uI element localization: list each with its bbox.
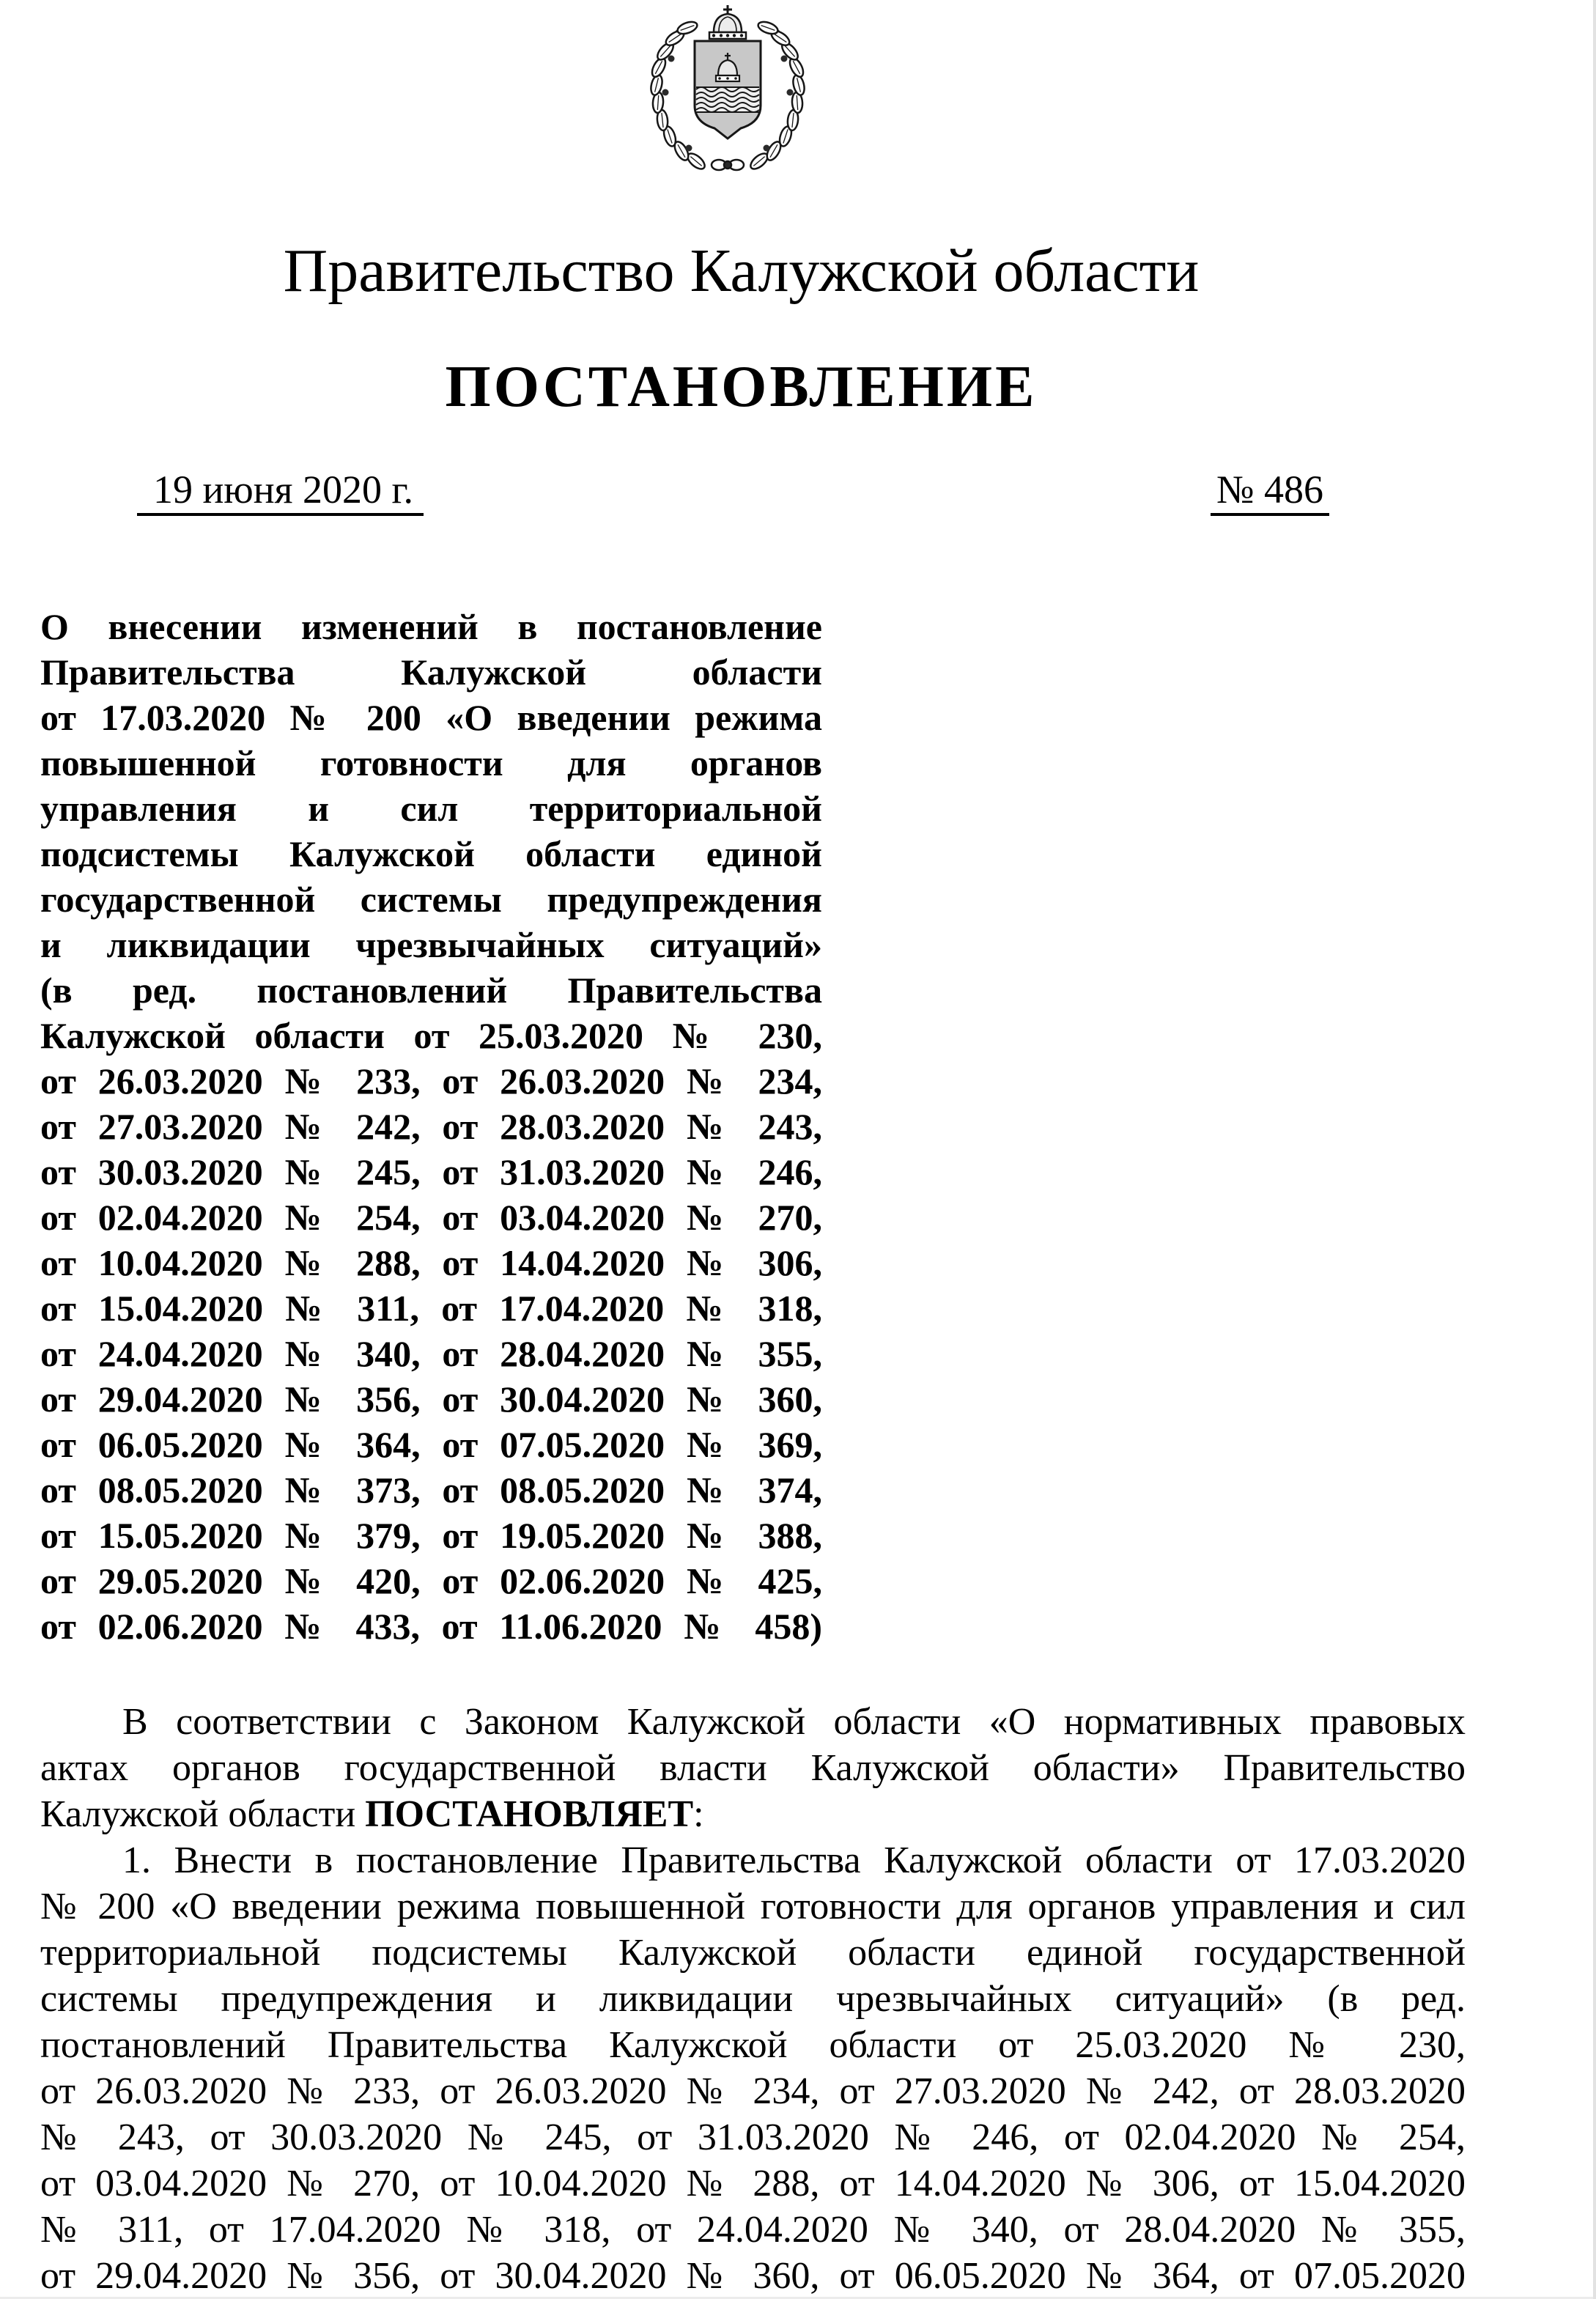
subject-line: от 08.05.2020 № 373, от 08.05.2020 № 374,	[40, 1469, 822, 1510]
body-line: от 26.03.2020 № 233, от 26.03.2020 № 234, от 27.03.2020 № 242, от 28.03.2020	[40, 2070, 1466, 2112]
subject-line: Калужской области от 25.03.2020 № 230,	[40, 1015, 822, 1056]
document-number: № 486	[1211, 468, 1329, 516]
body-line: В соответствии с Законом Калужской области «О нормативных правовых	[122, 1701, 1466, 1743]
subject-block	[40, 604, 822, 1649]
body-line: актах органов государственной власти Калужской области» Правительство	[40, 1747, 1466, 1789]
kaluga-coat-of-arms-icon	[643, 4, 812, 174]
body-line: № 243, от 30.03.2020 № 245, от 31.03.2020 № 246, от 02.04.2020 № 254,	[40, 2117, 1466, 2158]
body-line: постановлений Правительства Калужской области от 25.03.2020 № 230,	[40, 2024, 1466, 2066]
body-line: территориальной подсистемы Калужской области единой государственной	[40, 1932, 1466, 1974]
imperial-crown	[709, 5, 746, 39]
subject-line: управления и сил территориальной	[40, 788, 822, 829]
body-line-text: Калужской области	[40, 1793, 366, 1835]
subject-line: от 30.03.2020 № 245, от 31.03.2020 № 246,	[40, 1151, 822, 1192]
subject-line: от 27.03.2020 № 242, от 28.03.2020 № 243,	[40, 1106, 822, 1147]
body-text	[40, 1699, 1466, 2299]
body-line: от 29.04.2020 № 356, от 30.04.2020 № 360, от 06.05.2020 № 364, от 07.05.2020	[40, 2255, 1466, 2297]
subject-line: от 06.05.2020 № 364, от 07.05.2020 № 369,	[40, 1424, 822, 1465]
document-type-heading: ПОСТАНОВЛЕНИЕ	[445, 355, 1038, 419]
subject-line: подсистемы Калужской области единой	[40, 833, 822, 874]
subject-line: государственной системы предупреждения	[40, 879, 822, 920]
subject-line: О внесении изменений в постановление	[40, 606, 822, 647]
subject-line: от 29.04.2020 № 356, от 30.04.2020 № 360,	[40, 1379, 822, 1420]
body-line	[40, 1791, 1466, 1837]
subject-line: от 15.04.2020 № 311, от 17.04.2020 № 318,	[40, 1288, 822, 1329]
body-line: от 03.04.2020 № 270, от 10.04.2020 № 288, от 14.04.2020 № 306, от 15.04.2020	[40, 2163, 1466, 2204]
body-line-text: :	[693, 1793, 704, 1835]
body-line: системы предупреждения и ликвидации чрезвычайных ситуаций» (в ред.	[40, 1978, 1466, 2020]
organization-name: Правительство Калужской области	[283, 237, 1200, 305]
ribbon-bow	[712, 160, 744, 170]
subject-line: от 29.05.2020 № 420, от 02.06.2020 № 425,	[40, 1560, 822, 1601]
resolves-keyword: ПОСТАНОВЛЯЕТ	[365, 1793, 694, 1835]
shield	[695, 41, 761, 139]
subject-line: и ликвидации чрезвычайных ситуаций»	[40, 924, 822, 965]
subject-line: от 02.04.2020 № 254, от 03.04.2020 № 270,	[40, 1197, 822, 1238]
subject-line: от 24.04.2020 № 340, от 28.04.2020 № 355,	[40, 1333, 822, 1374]
subject-line: повышенной готовности для органов	[40, 742, 822, 783]
subject-line: от 17.03.2020 № 200 «О введении режима	[40, 697, 822, 738]
document-date: 19 июня 2020 г.	[137, 468, 424, 516]
body-line: 1. Внести в постановление Правительства Калужской области от 17.03.2020	[122, 1839, 1466, 1881]
body-line: № 200 «О введении режима повышенной готовности для органов управления и сил	[40, 1886, 1466, 1927]
subject-line: от 02.06.2020 № 433, от 11.06.2020 № 458)	[40, 1606, 822, 1647]
subject-line: от 10.04.2020 № 288, от 14.04.2020 № 306,	[40, 1242, 822, 1283]
subject-line: Правительства Калужской области	[40, 652, 822, 693]
body-line: № 311, от 17.04.2020 № 318, от 24.04.2020 № 340, от 28.04.2020 № 355,	[40, 2209, 1466, 2251]
subject-line: от 15.05.2020 № 379, от 19.05.2020 № 388,	[40, 1515, 822, 1556]
date-number-row	[0, 468, 1596, 519]
subject-line: от 26.03.2020 № 233, от 26.03.2020 № 234,	[40, 1060, 822, 1101]
subject-line: (в ред. постановлений Правительства	[40, 970, 822, 1011]
